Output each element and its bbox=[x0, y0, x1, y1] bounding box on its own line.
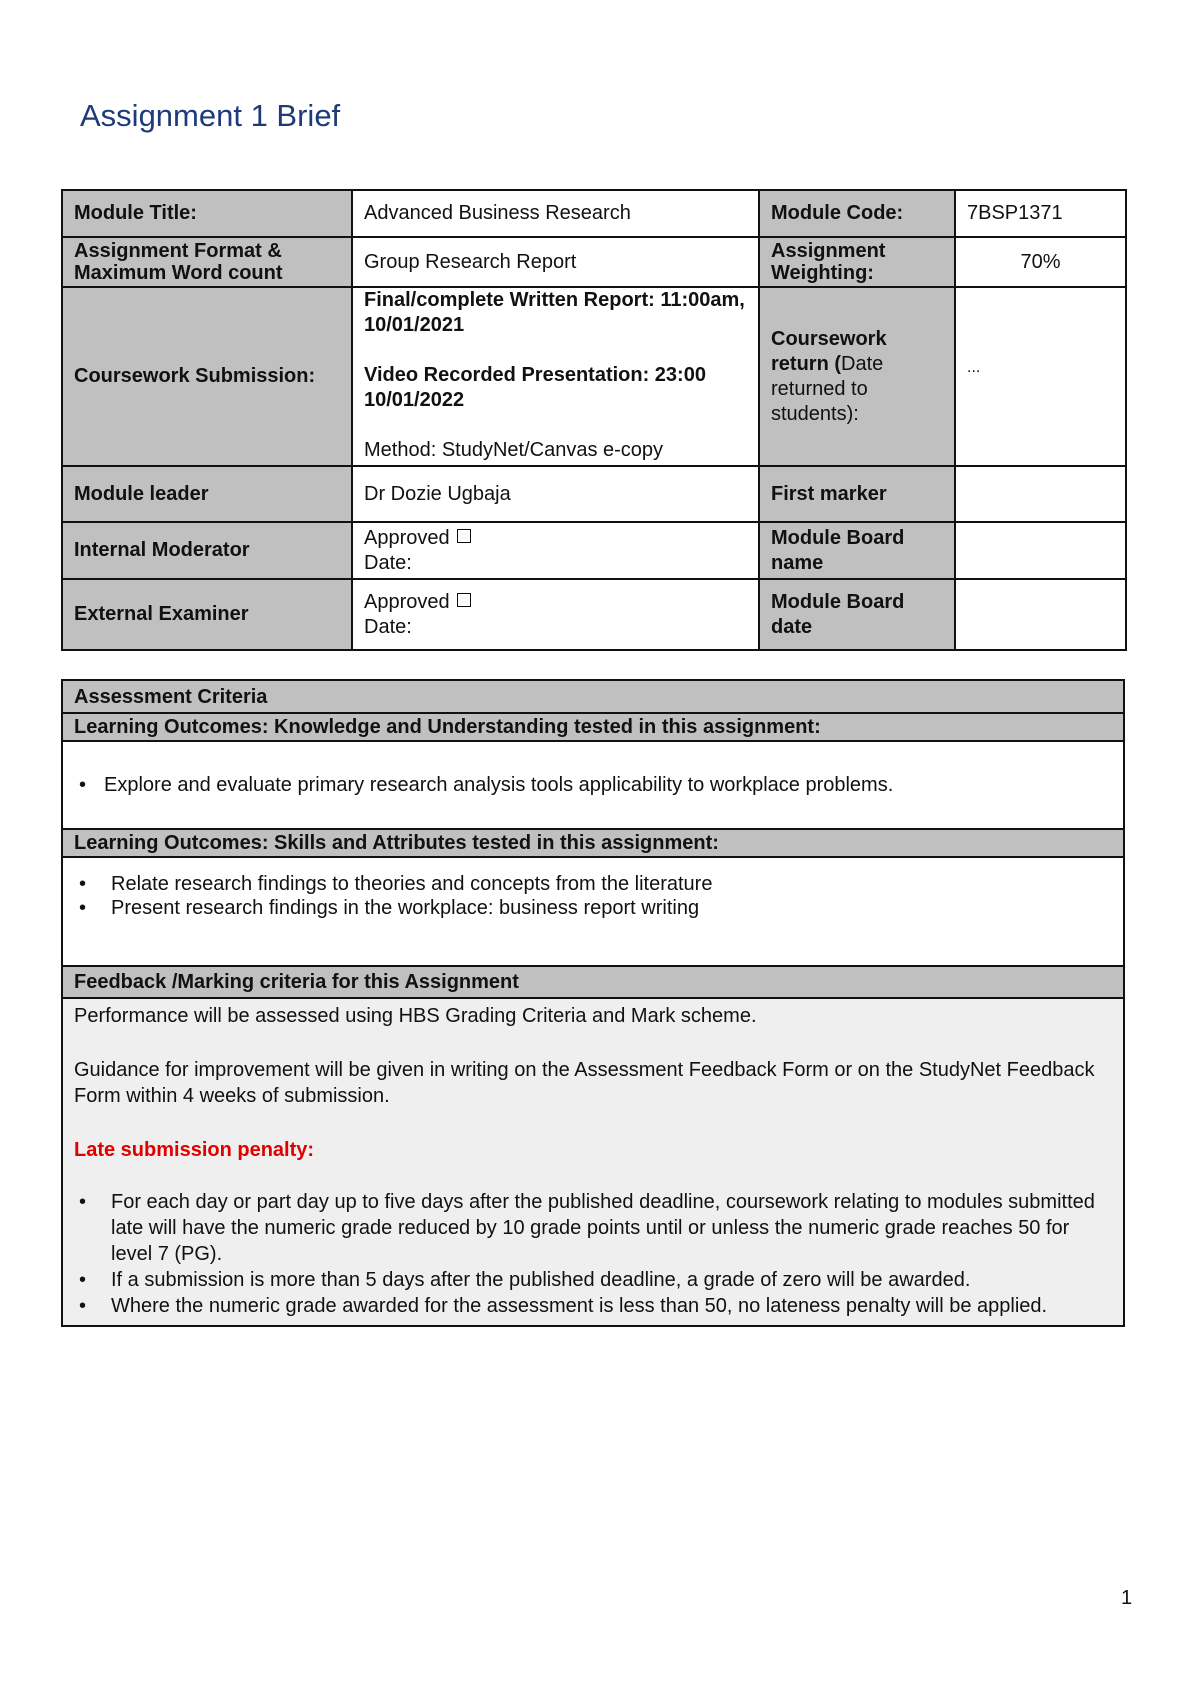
page-title: Assignment 1 Brief bbox=[80, 98, 341, 133]
internal-moderator-value bbox=[352, 522, 759, 579]
approved-label: Approved bbox=[364, 590, 450, 613]
lo-skills-heading: Learning Outcomes: Skills and Attributes tested in this assignment: bbox=[62, 829, 1124, 857]
list-item: • If a submission is more than 5 days after the published deadline, a grade of zero will be awarded. bbox=[74, 1267, 1112, 1293]
lo-skills-body bbox=[62, 857, 1124, 966]
assessment-criteria-table bbox=[61, 679, 1125, 1327]
first-marker-label: First marker bbox=[759, 466, 955, 522]
lo-knowledge-body bbox=[62, 741, 1124, 829]
return-value: ... bbox=[955, 287, 1126, 466]
weighting-label: Assignment Weighting: bbox=[759, 237, 955, 287]
list-item: • Relate research findings to theories and concepts from the literature bbox=[74, 872, 1112, 896]
submission-video: Video Recorded Presentation: 23:00 10/01/2022 bbox=[364, 364, 706, 411]
internal-moderator-label: Internal Moderator bbox=[62, 522, 352, 579]
format-value: Group Research Report bbox=[352, 237, 759, 287]
approved-checkbox[interactable] bbox=[457, 529, 471, 543]
module-info-table bbox=[61, 189, 1127, 651]
module-leader-label: Module leader bbox=[62, 466, 352, 522]
return-label-bold: Coursework return ( bbox=[771, 327, 887, 375]
submission-method: Method: StudyNet/Canvas e-copy bbox=[364, 439, 664, 461]
submission-label: Coursework Submission: bbox=[62, 287, 352, 466]
list-item: • Present research findings in the workplace: business report writing bbox=[74, 896, 1112, 920]
date-label: Date: bbox=[364, 551, 412, 574]
date-label: Date: bbox=[364, 615, 412, 638]
return-label bbox=[759, 287, 955, 466]
external-examiner-value bbox=[352, 579, 759, 650]
module-board-date-label: Module Board date bbox=[759, 579, 955, 650]
late-penalty-heading: Late submission penalty: bbox=[74, 1139, 315, 1161]
external-examiner-label: External Examiner bbox=[62, 579, 352, 650]
module-title-label: Module Title: bbox=[62, 190, 352, 237]
weighting-value: 70% bbox=[955, 237, 1126, 287]
module-code-value: 7BSP1371 bbox=[955, 190, 1126, 237]
feedback-intro: Performance will be assessed using HBS Grading Criteria and Mark scheme. bbox=[74, 1005, 757, 1027]
module-board-name-label: Module Board name bbox=[759, 522, 955, 579]
feedback-body bbox=[62, 998, 1124, 1326]
module-board-name-value bbox=[955, 522, 1126, 579]
module-code-label: Module Code: bbox=[759, 190, 955, 237]
approved-checkbox[interactable] bbox=[457, 593, 471, 607]
assessment-criteria-heading: Assessment Criteria bbox=[62, 680, 1124, 713]
module-leader-value: Dr Dozie Ugbaja bbox=[352, 466, 759, 522]
list-item: • Where the numeric grade awarded for the assessment is less than 50, no lateness penalty will be applied. bbox=[74, 1293, 1112, 1319]
list-item: • For each day or part day up to five days after the published deadline, coursework relating to modules submitted late will have the numeric grade reduced by 10 grade points until or unless the numeric grade reaches 50 for level 7 (PG). bbox=[74, 1189, 1112, 1267]
module-board-date-value bbox=[955, 579, 1126, 650]
page-number: 1 bbox=[1121, 1587, 1133, 1609]
submission-final: Final/complete Written Report: 11:00am, 10/01/2021 bbox=[364, 289, 745, 336]
feedback-guidance: Guidance for improvement will be given in writing on the Assessment Feedback Form or on the StudyNet Feedback Form within 4 weeks of submission. bbox=[74, 1059, 1095, 1107]
module-title-value: Advanced Business Research bbox=[352, 190, 759, 237]
first-marker-value bbox=[955, 466, 1126, 522]
feedback-heading: Feedback /Marking criteria for this Assignment bbox=[62, 966, 1124, 998]
submission-details bbox=[352, 287, 759, 466]
return-label-rest: Date returned to students): bbox=[771, 352, 884, 425]
lo-knowledge-heading: Learning Outcomes: Knowledge and Understanding tested in this assignment: bbox=[62, 713, 1124, 741]
approved-label: Approved bbox=[364, 526, 450, 549]
format-label: Assignment Format & Maximum Word count bbox=[62, 237, 352, 287]
list-item: • Explore and evaluate primary research analysis tools applicability to workplace problems. bbox=[74, 773, 1112, 797]
